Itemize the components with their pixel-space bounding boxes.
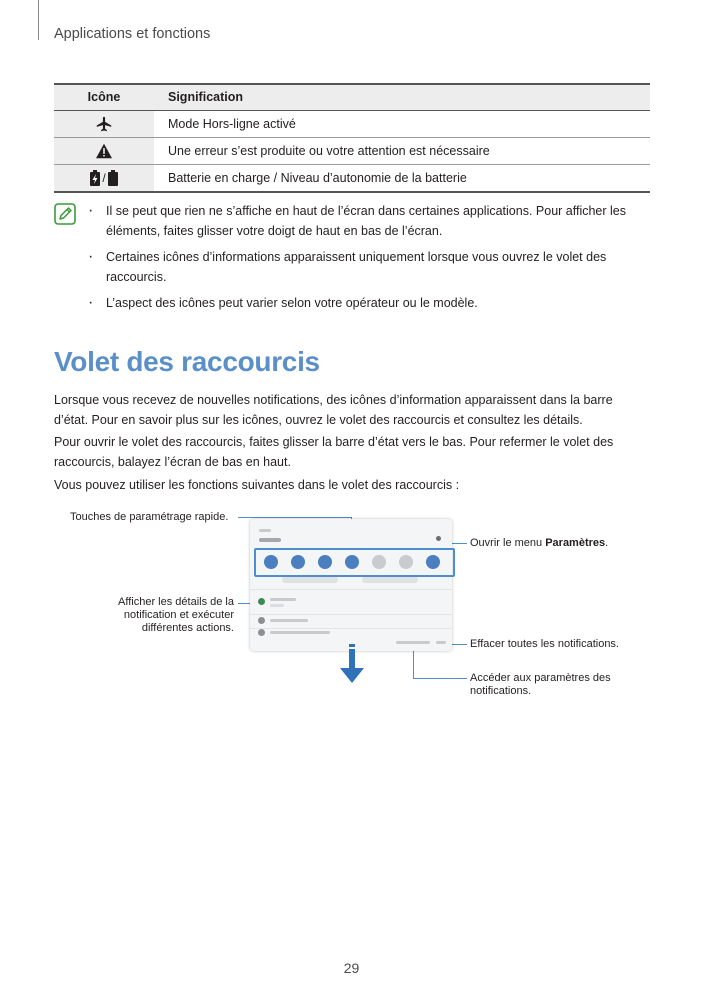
icon-separator: / [102,171,106,185]
note-item: · Il se peut que rien ne s’affiche en haut de l’écran dans certaines applications. Pour afficher les éléments, faites glisser votre doigt de haut en bas de l’écran. [88,201,648,241]
page-header-title: Applications et fonctions [54,26,211,42]
icon-table [54,83,650,193]
row-meaning: Mode Hors-ligne activé [168,117,296,131]
col-meaning-header: Signification [168,90,243,104]
row-meaning: Une erreur s’est produite ou votre attention est nécessaire [168,144,490,158]
row-meaning: Batterie en charge / Niveau d’autonomie de la batterie [168,171,467,185]
flashlight-toggle-icon[interactable] [399,555,413,569]
notification-app-icon [258,598,265,605]
label-notification-details: Afficher les détails de la notification et exécuter différentes actions. [118,596,234,634]
battery-charging-icon [90,170,100,186]
leader-line [238,517,352,518]
media-output-button[interactable] [362,576,418,583]
label-notification-settings: Accéder aux paramètres des notifications. [470,672,611,697]
swipe-down-arrow-icon [340,644,364,684]
quick-settings-highlight [254,548,455,577]
rotate-toggle-icon[interactable] [345,555,359,569]
clear-all-button[interactable] [436,641,446,644]
wifi-toggle-icon[interactable] [264,555,278,569]
table-row [54,138,650,165]
bluetooth-toggle-icon[interactable] [318,555,332,569]
notification-app-icon [258,629,265,636]
sound-toggle-icon[interactable] [291,555,305,569]
label-clear-all: Effacer toutes les notifications. [470,638,619,650]
sync-toggle-icon[interactable] [426,555,440,569]
quick-panel-mockup [250,519,452,651]
notes-list [88,201,648,319]
note-item: · L’aspect des icônes peut varier selon votre opérateur ou le modèle. [88,293,648,313]
col-icon-header: Icône [87,90,121,104]
note-pencil-icon [54,203,76,225]
page-number: 29 [343,960,360,976]
notification-settings-button[interactable] [396,641,430,644]
table-row [54,165,650,193]
paragraph: Lorsque vous recevez de nouvelles notifications, des icônes d’information apparaissent dans la barre d’état. Pour en savoir plus sur les icônes, ouvrez le volet des raccourcis et consultez les détails. [54,393,613,427]
leader-line [413,678,467,679]
note-item: · Certaines icônes d’informations apparaissent uniquement lorsque vous ouvrez le volet des raccourcis. [88,247,648,287]
table-header [54,85,650,111]
paragraph: Vous pouvez utiliser les fonctions suivantes dans le volet des raccourcis : [54,478,460,492]
battery-level-icon [108,170,118,186]
label-quick-settings: Touches de paramétrage rapide. [70,511,229,523]
airplane-toggle-icon[interactable] [372,555,386,569]
header-rule [38,0,39,40]
settings-gear-icon[interactable] [436,536,441,541]
table-row [54,111,650,138]
section-title: Volet des raccourcis [54,346,320,377]
airplane-icon [95,116,113,132]
device-control-button[interactable] [282,576,338,583]
paragraph: Pour ouvrir le volet des raccourcis, faites glisser la barre d’état vers le bas. Pour refermer le volet des raccourcis, balayez l’écran de bas en haut. [54,435,614,469]
warning-icon [95,143,113,159]
notification-app-icon [258,617,265,624]
label-open-settings: Ouvrir le menu Paramètres. [470,537,609,549]
